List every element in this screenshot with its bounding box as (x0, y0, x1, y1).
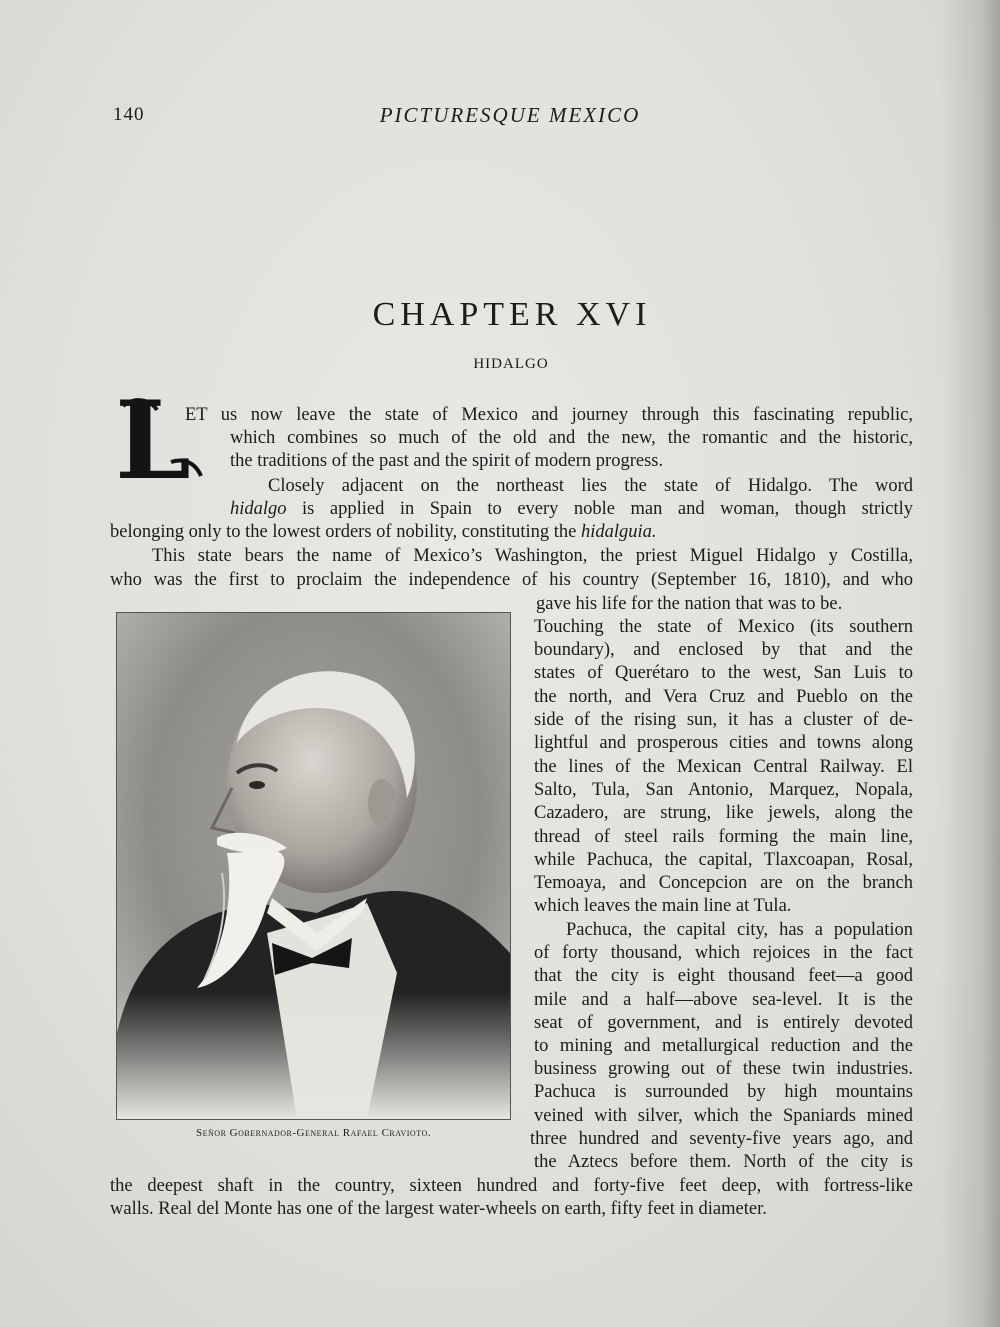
text-line: Closely adjacent on the northeast lies the state of Hidalgo. The word (268, 476, 913, 496)
text-line: walls. Real del Monte has one of the largest water-wheels on earth, fifty feet in diameter. (110, 1199, 767, 1219)
text-line: Touching the state of Mexico (its southern (534, 617, 913, 637)
running-title: PICTURESQUE MEXICO (379, 103, 641, 127)
text-line: the lines of the Mexican Central Railway. El (534, 757, 913, 777)
text-line: Cazadero, are strung, like jewels, along the (534, 803, 913, 823)
text-line: who was the first to proclaim the independence of his country (September 16, 1810), and who (110, 570, 913, 590)
chapter-heading: CHAPTER XVI (372, 296, 652, 333)
text-line: thread of steel rails forming the main line, (534, 827, 913, 847)
text-line: Pachuca, the capital city, has a population (566, 920, 913, 940)
text-line: veined with silver, which the Spaniards mined (534, 1106, 913, 1126)
text-line: boundary), and enclosed by that and the (534, 640, 913, 660)
text-line: This state bears the name of Mexico’s Washington, the priest Miguel Hidalgo y Costilla, (152, 546, 913, 566)
text-line: that the city is eight thousand feet—a good (534, 966, 913, 986)
text-line: states of Querétaro to the west, San Luis to (534, 663, 913, 683)
text-line: Pachuca is surrounded by high mountains (534, 1082, 913, 1102)
text-line: the north, and Vera Cruz and Pueblo on the (534, 687, 913, 707)
italic-word: hidalguia. (581, 522, 657, 542)
text-line: mile and a half—above sea-level. It is the (534, 990, 913, 1010)
text-line: the deepest shaft in the country, sixteen hundred and forty-five feet deep, with fortress-like (110, 1176, 913, 1196)
text-line: seat of government, and is entirely devoted (534, 1013, 913, 1033)
text-line: the Aztecs before them. North of the city is (534, 1152, 913, 1172)
text-line: while Pachuca, the capital, Tlaxcoapan, Rosal, (534, 850, 913, 870)
text-line: business growing out of these twin industries. (534, 1059, 913, 1079)
text-line: hidalgo is applied in Spain to every noble man and woman, though strictly (230, 499, 913, 519)
text-line: of forty thousand, which rejoices in the fact (534, 943, 913, 963)
text-line: belonging only to the lowest orders of nobility, constituting the hidalguia. (110, 522, 657, 542)
italic-word: hidalgo (230, 499, 287, 519)
text-line: which leaves the main line at Tula. (534, 896, 792, 916)
drop-cap-glyph: L (115, 392, 191, 486)
text-line: gave his life for the nation that was to be. (536, 594, 843, 614)
text-line: side of the rising sun, it has a cluster of de- (534, 710, 913, 730)
chapter-subtitle: HIDALGO (473, 356, 549, 372)
portrait-illustration (117, 613, 510, 1119)
portrait-photo (116, 612, 511, 1120)
page-gutter-shadow (940, 0, 1000, 1327)
photo-caption: Señor Gobernador-General Rafael Cravioto. (196, 1127, 431, 1139)
text-line: Temoaya, and Concepcion are on the branch (534, 873, 913, 893)
text-line: three hundred and seventy-five years ago, and (530, 1129, 913, 1149)
text-line: Salto, Tula, San Antonio, Marquez, Nopala, (534, 780, 913, 800)
text-line: which combines so much of the old and the new, the romantic and the historic, (230, 428, 913, 448)
text-line: to mining and metallurgical reduction and the (534, 1036, 913, 1056)
page-number: 140 (113, 104, 145, 125)
text-line: ET us now leave the state of Mexico and journey through this fascinating republic, (185, 405, 913, 425)
text-line: the traditions of the past and the spirit of modern progress. (230, 451, 664, 471)
text-line: lightful and prosperous cities and towns along (534, 733, 913, 753)
